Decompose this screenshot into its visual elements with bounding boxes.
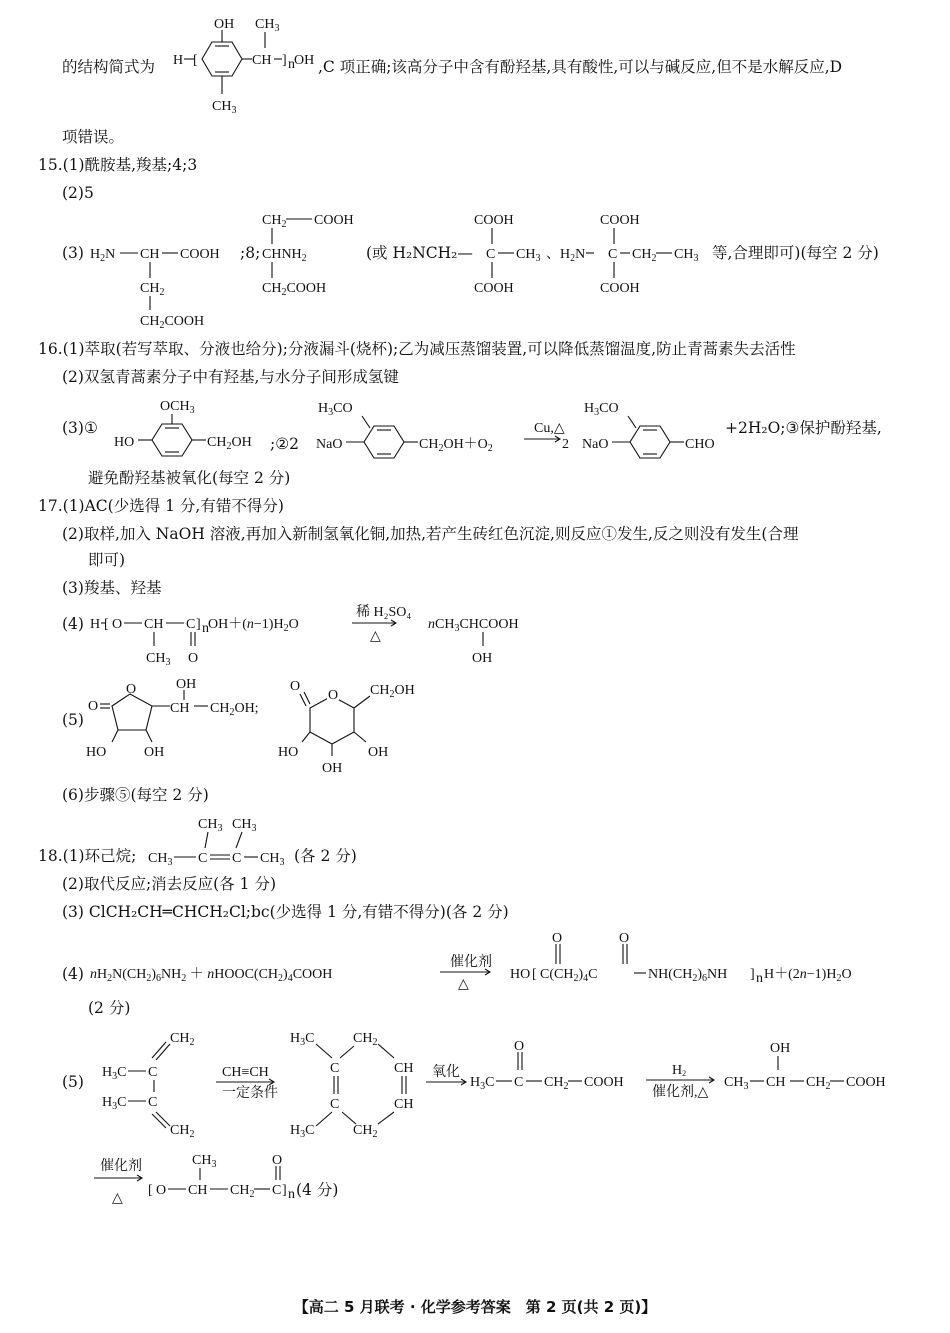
- q16-reaction-2: [314, 394, 734, 464]
- svg-text:n: n: [202, 621, 209, 636]
- svg-text:C: C: [186, 617, 196, 632]
- svg-text:CH3: $CH_3$: [516, 247, 541, 264]
- svg-text:CHO: CHO: [685, 437, 715, 452]
- svg-text:CH3: $CH_3$: [198, 817, 223, 834]
- svg-text:COOH: COOH: [474, 213, 514, 228]
- svg-text:O: O: [188, 651, 199, 666]
- svg-text:H: H: [173, 53, 184, 68]
- q15-part3-mid: ;8;: [240, 244, 261, 262]
- svg-text:催化剂: 催化剂: [450, 955, 492, 970]
- q17-part2-line1: (2)取样,加入 NaOH 溶液,再加入新制氢氧化铜,加热,若产生砖红色沉淀,则反应①发生,反之则没有发生(合理: [62, 525, 799, 543]
- svg-text:OCH3: $OCH_3$: [160, 399, 195, 416]
- svg-text:CHNH2: $CHNH_2$: [262, 247, 307, 264]
- svg-text:O: O: [328, 688, 339, 703]
- svg-text:OH＋(n−1)H2O: $OH+(n-1)H_2O$: [208, 617, 299, 634]
- svg-text:CH2: $CH_2$: [262, 213, 287, 230]
- svg-text:△: △: [370, 629, 381, 644]
- q15-part3-label: (3): [62, 244, 84, 262]
- svg-text:催化剂: 催化剂: [100, 1159, 142, 1174]
- q15-structure-1: [90, 232, 260, 332]
- svg-text:CH2: $CH_2$: [353, 1031, 378, 1048]
- svg-text:CH: CH: [766, 1075, 786, 1090]
- svg-text:CH: CH: [170, 701, 190, 716]
- svg-text:OH: OH: [294, 53, 315, 68]
- svg-text:一定条件: 一定条件: [222, 1086, 278, 1101]
- svg-text:[: [: [104, 617, 109, 632]
- svg-text:CH: CH: [394, 1097, 414, 1112]
- svg-text:H2: H2: [672, 1063, 687, 1078]
- q16-part2: (2)双氢青蒿素分子中有羟基,与水分子间形成氢键: [62, 368, 399, 386]
- svg-text:O: O: [126, 682, 137, 697]
- q14-line2: 项错误。: [62, 128, 125, 146]
- q16-part1: 16.(1)萃取(若写萃取、分液也给分);分液漏斗(烧杯);乙为减压蒸馏装置,可以降低蒸馏温度,防止青蒿素失去活性: [38, 340, 796, 358]
- q15-part3-alt: (或 H₂NCH₂—: [366, 244, 473, 262]
- svg-text:CH2: $CH_2$: [353, 1123, 378, 1140]
- svg-text:H3C: $H_3C$: [470, 1075, 495, 1092]
- svg-text:]: ]: [196, 617, 201, 632]
- svg-text:CH: CH: [394, 1061, 414, 1076]
- svg-text:HO: HO: [114, 435, 135, 450]
- q17-part3: (3)羧基、羟基: [62, 579, 162, 597]
- q15-part3-end: 等,合理即可)(每空 2 分): [712, 244, 879, 262]
- svg-text:NaO: NaO: [316, 437, 343, 452]
- q16-part3-end: +2H₂O;③保护酚羟基,: [725, 419, 882, 437]
- q17-furanone-structure: [86, 676, 276, 768]
- svg-text:]: ]: [282, 1183, 287, 1198]
- svg-text:O: O: [290, 679, 301, 694]
- q14-prefix: 的结构简式为: [62, 58, 156, 76]
- svg-text:CH: CH: [144, 617, 164, 632]
- svg-text:COOH: COOH: [600, 213, 640, 228]
- svg-text:、H2N: 、$H_2N$: [546, 247, 586, 264]
- svg-text:HO: HO: [510, 967, 531, 982]
- svg-text:CH3: $CH_3$: [146, 651, 171, 668]
- svg-text:△: △: [112, 1191, 123, 1206]
- svg-text:nCH3CHCOOH: nCH$_3$CHCOOH: [428, 617, 519, 634]
- svg-text:OH: OH: [472, 651, 493, 666]
- svg-text:HO: HO: [86, 745, 107, 760]
- svg-text:C: C: [232, 851, 242, 866]
- svg-text:CH3: $CH_3$: [148, 851, 173, 868]
- q15-structure-2: [262, 206, 382, 306]
- q16-part3-mid: ;②2: [270, 435, 299, 453]
- svg-text:氧化: 氧化: [432, 1065, 460, 1080]
- svg-text:C: C: [330, 1097, 340, 1112]
- svg-text:nH2N(CH2)6NH2 ＋ nHOOC(CH2)4COO: $nH_2N(CH_2)_6NH_2$ ＋ $nHOOC(CH_2)_4COOH$: [90, 967, 333, 984]
- q16-part3-label: (3)①: [62, 419, 98, 437]
- svg-text:CH3: $CH_3$: [192, 1153, 217, 1170]
- svg-text:CH3: $CH_3$: [232, 817, 257, 834]
- q18-part5-score: (4 分): [296, 1181, 339, 1199]
- svg-text:C: C: [148, 1065, 158, 1080]
- svg-text:O: O: [272, 1153, 283, 1168]
- svg-text:CH2: $CH_2$: [140, 281, 165, 298]
- svg-text:O: O: [112, 617, 123, 632]
- q18-dimethyl-butene-structure: [148, 810, 298, 870]
- q14-suffix: ,C 项正确;该高分子中含有酚羟基,具有酸性,可以与碱反应,但不是水解反应,D: [318, 58, 843, 76]
- svg-text:O: O: [552, 931, 563, 946]
- svg-text:COOH: COOH: [600, 281, 640, 296]
- q18-part2: (2)取代反应;消去反应(各 1 分): [62, 875, 276, 893]
- svg-text:[: [: [193, 53, 198, 68]
- q18-polycondensation-equation: [90, 928, 920, 992]
- q14-polymer-structure: [170, 10, 330, 120]
- svg-text:CH3: $CH_3$: [255, 17, 280, 34]
- svg-text:OH: OH: [322, 761, 343, 776]
- svg-text:n: n: [756, 971, 763, 986]
- svg-text:CH≡CH: CH≡CH: [222, 1065, 269, 1080]
- q15-structure-4: [596, 206, 716, 306]
- svg-text:[: [: [148, 1183, 153, 1198]
- q15-structure-3: [470, 206, 595, 306]
- svg-text:H: H: [90, 617, 101, 632]
- q18-part3: (3) ClCH₂CH═CHCH₂Cl;bc(少选得 1 分,有错不得分)(各 2 分): [62, 903, 509, 921]
- svg-text:OH: OH: [368, 745, 389, 760]
- page-footer: 【高二 5 月联考 · 化学参考答案 第 2 页(共 2 页)】: [293, 1298, 657, 1316]
- svg-text:HO: HO: [278, 745, 299, 760]
- svg-text:n: n: [288, 1187, 295, 1202]
- svg-text:CH2: $CH_2$: [632, 247, 657, 264]
- svg-text:CH: CH: [140, 247, 160, 262]
- q16-part3-line2: 避免酚羟基被氧化(每空 2 分): [88, 469, 291, 487]
- svg-text:CH3: $CH_3$: [674, 247, 699, 264]
- q17-part2-line2: 即可): [88, 551, 126, 569]
- q17-hydrolysis-equation: [90, 602, 560, 672]
- svg-text:O: O: [88, 699, 99, 714]
- svg-text:C: C: [608, 247, 618, 262]
- svg-text:COOH: COOH: [584, 1075, 624, 1090]
- svg-text:CH: CH: [252, 53, 272, 68]
- svg-text:CH2: $CH_2$: [170, 1031, 195, 1048]
- q17-part4-label: (4): [62, 615, 84, 633]
- svg-text:]: ]: [282, 53, 287, 68]
- svg-text:H3C: $H_3C$: [290, 1123, 315, 1140]
- svg-text:C: C: [514, 1075, 524, 1090]
- svg-text:OH: OH: [770, 1041, 791, 1056]
- svg-text:C(CH2)4C: $C(CH_2)_4C$: [540, 967, 598, 984]
- q18-part5-label: (5): [62, 1073, 84, 1091]
- svg-text:OH: OH: [144, 745, 165, 760]
- svg-text:C: C: [148, 1095, 158, 1110]
- q18-synthesis-route-row1: [98, 1022, 918, 1142]
- q17-part5-label: (5): [62, 711, 84, 729]
- svg-text:C: C: [272, 1183, 282, 1198]
- svg-text:COOH: COOH: [314, 213, 354, 228]
- svg-text:H3CO: $H_3CO$: [584, 401, 619, 418]
- q16-structure-vanillyl-alcohol: [112, 392, 272, 462]
- svg-text:H3C: $H_3C$: [102, 1065, 127, 1082]
- q18-part4-label: (4): [62, 965, 84, 983]
- svg-text:CH3: $CH_3$: [724, 1075, 749, 1092]
- svg-text:O: O: [619, 931, 630, 946]
- svg-text:H2N: $H_2N$: [90, 247, 116, 264]
- svg-text:n: n: [288, 57, 295, 72]
- svg-text:H3C: $H_3C$: [102, 1095, 127, 1112]
- svg-text:H3CO: $H_3CO$: [318, 401, 353, 418]
- svg-text:OH: OH: [176, 677, 197, 692]
- q17-part1: 17.(1)AC(少选得 1 分,有错不得分): [38, 497, 284, 515]
- q18-part4-score: (2 分): [88, 999, 131, 1017]
- svg-text:NH(CH2)6NH: $NH(CH_2)_6NH$: [648, 967, 728, 984]
- svg-text:CH3: $CH_3$: [260, 851, 285, 868]
- svg-text:]: ]: [750, 967, 755, 982]
- q15-part1: 15.(1)酰胺基,羧基;4;3: [38, 156, 198, 174]
- svg-text:CH2OH: $CH_2OH$: [370, 683, 415, 700]
- q17-part6: (6)步骤⑤(每空 2 分): [62, 786, 209, 804]
- svg-text:OH: OH: [214, 17, 235, 32]
- svg-text:[: [: [532, 967, 537, 982]
- svg-text:O: O: [514, 1039, 525, 1054]
- svg-text:H3C: $H_3C$: [290, 1031, 315, 1048]
- q18-part1-end: (各 2 分): [294, 847, 357, 865]
- svg-text:CH2: $CH_2$: [170, 1123, 195, 1140]
- svg-text:CH3: $CH_3$: [212, 99, 237, 116]
- q18-synthesis-route-row2: [90, 1146, 360, 1210]
- svg-text:C: C: [330, 1061, 340, 1076]
- svg-text:CH2COOH: $CH_2COOH$: [140, 314, 205, 331]
- q17-pyranone-structure: [276, 672, 446, 776]
- svg-text:CH2OH＋O2: $CH_2OH+O_2$: [419, 437, 493, 454]
- svg-text:COOH: COOH: [474, 281, 514, 296]
- svg-text:CH2: $CH_2$: [806, 1075, 831, 1092]
- svg-text:Cu,△: Cu,△: [534, 421, 565, 436]
- svg-text:C: C: [198, 851, 208, 866]
- svg-text:CH2: $CH_2$: [544, 1075, 569, 1092]
- svg-text:NaO: NaO: [582, 437, 609, 452]
- svg-text:COOH: COOH: [846, 1075, 886, 1090]
- svg-text:COOH: COOH: [180, 247, 220, 262]
- svg-text:CH2COOH: $CH_2COOH$: [262, 281, 327, 298]
- q15-part2: (2)5: [62, 184, 94, 202]
- svg-text:催化剂,△: 催化剂,△: [652, 1085, 709, 1100]
- svg-text:H＋(2n−1)H2O: $H+(2n-1)H_2O$: [764, 967, 852, 984]
- svg-text:C: C: [486, 247, 496, 262]
- q18-part1-label: 18.(1)环己烷;: [38, 847, 137, 865]
- svg-text:2: 2: [562, 437, 569, 452]
- svg-text:△: △: [458, 977, 469, 992]
- svg-text:CH2OH: $CH_2OH$: [207, 435, 252, 452]
- svg-text:稀 H₂SO₄: 稀 H₂SO₄: [356, 605, 412, 620]
- svg-text:CH: CH: [188, 1183, 208, 1198]
- svg-text:CH2: $CH_2$: [230, 1183, 255, 1200]
- svg-text:CH2OH;: $CH_2OH$;: [210, 701, 259, 718]
- svg-text:O: O: [156, 1183, 167, 1198]
